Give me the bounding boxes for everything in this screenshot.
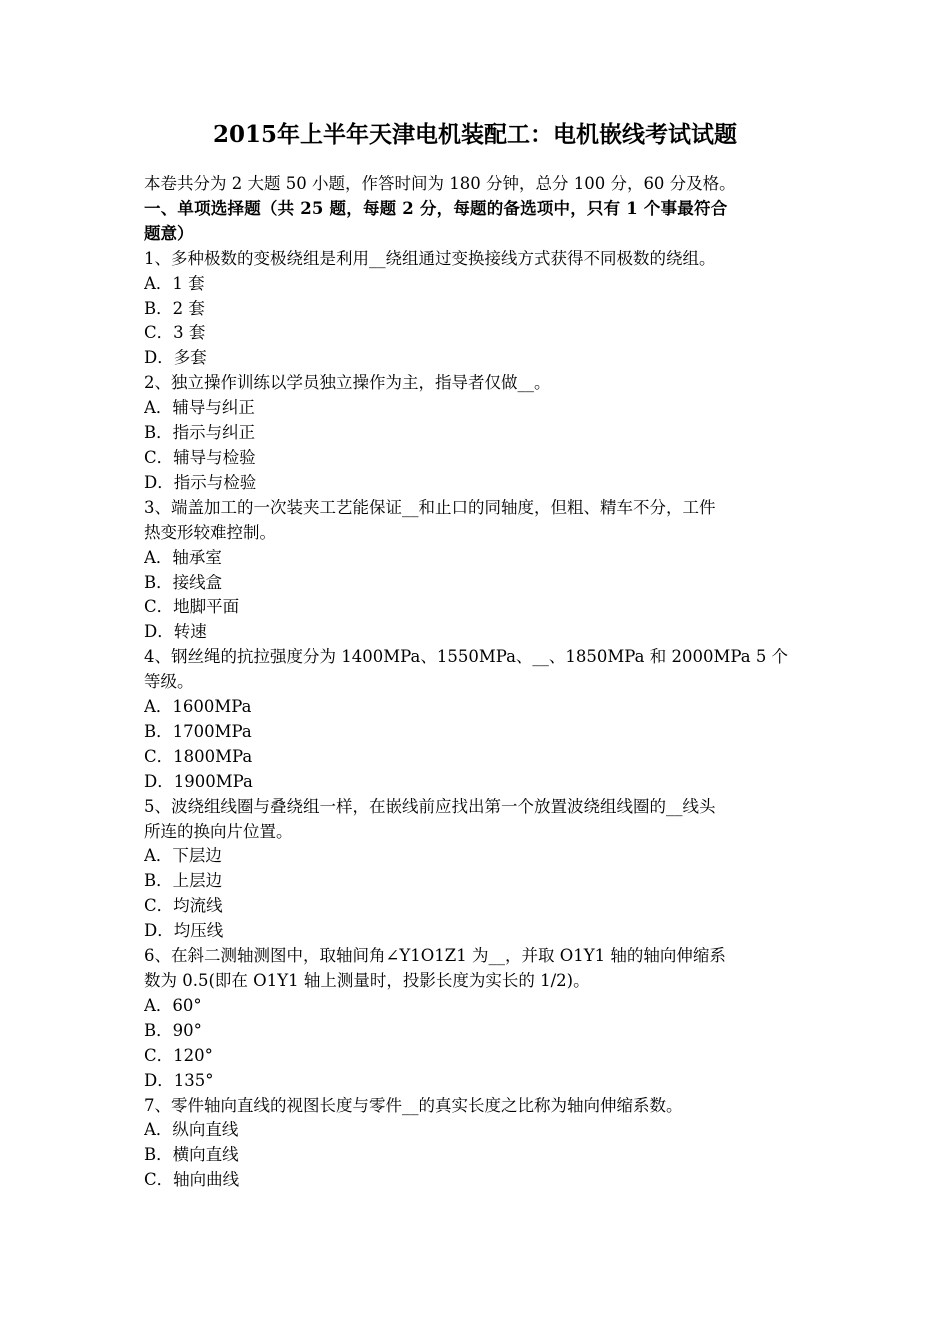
answer-option: D．均压线	[144, 921, 224, 941]
question-text: 1、多种极数的变极绕组是利用__绕组通过变换接线方式获得不同极数的绕组。	[144, 248, 716, 268]
answer-option: B．90°	[144, 1020, 202, 1040]
section-heading-line: 一、单项选择题（共 25 题，每题 2 分，每题的备选项中，只有 1 个事最符合	[144, 198, 728, 218]
answer-option: D．135°	[144, 1070, 214, 1090]
section-heading	[144, 197, 808, 247]
answer-option: C．地脚平面	[144, 597, 240, 617]
answer-option: C．轴向曲线	[144, 1170, 240, 1190]
answer-option: D．1900MPa	[144, 771, 253, 791]
answer-option: A．下层边	[144, 846, 222, 866]
question-item	[144, 944, 808, 1093]
answer-option: C．120°	[144, 1045, 213, 1065]
question-text: 6、在斜二测轴测图中，取轴间角∠Y1O1Z1 为__，并取 O1Y1 轴的轴向伸缩系	[144, 946, 726, 966]
answer-option: C．3 套	[144, 323, 206, 343]
answer-option: C．辅导与检验	[144, 447, 256, 467]
question-text: 等级。	[144, 672, 194, 692]
question-item	[144, 795, 808, 944]
question-item	[144, 645, 808, 794]
question-text: 3、端盖加工的一次装夹工艺能保证__和止口的同轴度，但粗、精车不分，工件	[144, 497, 716, 517]
question-text: 4、钢丝绳的抗拉强度分为 1400MPa、1550MPa、__、1850MPa 和 2000MPa 5 个	[144, 647, 789, 667]
document-title: 2015年上半年天津电机装配工：电机嵌线考试试题	[212, 121, 737, 148]
section-heading-line: 题意）	[144, 223, 194, 243]
question-text: 数为 0.5(即在 O1Y1 轴上测量时，投影长度为实长的 1/2)。	[144, 971, 590, 990]
question-item	[144, 496, 808, 645]
answer-option: B．指示与纠正	[144, 423, 256, 443]
answer-option: B．接线盒	[144, 572, 223, 592]
answer-option: D．转速	[144, 622, 207, 642]
question-text: 7、零件轴向直线的视图长度与零件__的真实长度之比称为轴向伸缩系数。	[144, 1095, 683, 1115]
exam-intro: 本卷共分为 2 大题 50 小题，作答时间为 180 分钟，总分 100 分，60 分及格。	[144, 174, 736, 193]
answer-option: A．1 套	[144, 273, 205, 293]
answer-option: D．多套	[144, 348, 207, 368]
answer-option: C．均流线	[144, 896, 223, 916]
answer-option: A．60°	[144, 995, 202, 1015]
question-text: 5、波绕组线圈与叠绕组一样，在嵌线前应找出第一个放置波绕组线圈的__线头	[144, 796, 716, 816]
answer-option: A．辅导与纠正	[144, 398, 255, 418]
answer-option: A．1600MPa	[144, 697, 252, 717]
document-content	[144, 172, 808, 1193]
answer-option: C．1800MPa	[144, 746, 253, 766]
question-item	[144, 247, 808, 372]
answer-option: A．轴承室	[144, 547, 222, 567]
answer-option: A．纵向直线	[144, 1120, 239, 1140]
answer-option: B．横向直线	[144, 1145, 239, 1165]
answer-option: B．上层边	[144, 871, 223, 891]
question-item	[144, 1094, 808, 1194]
question-text: 2、独立操作训练以学员独立操作为主，指导者仅做__。	[144, 373, 551, 393]
question-item	[144, 371, 808, 496]
answer-option: B．1700MPa	[144, 721, 252, 741]
answer-option: D．指示与检验	[144, 472, 257, 492]
question-text: 所连的换向片位置。	[144, 821, 293, 841]
question-text: 热变形较难控制。	[144, 522, 276, 542]
answer-option: B．2 套	[144, 298, 205, 318]
question-list	[144, 247, 808, 1193]
